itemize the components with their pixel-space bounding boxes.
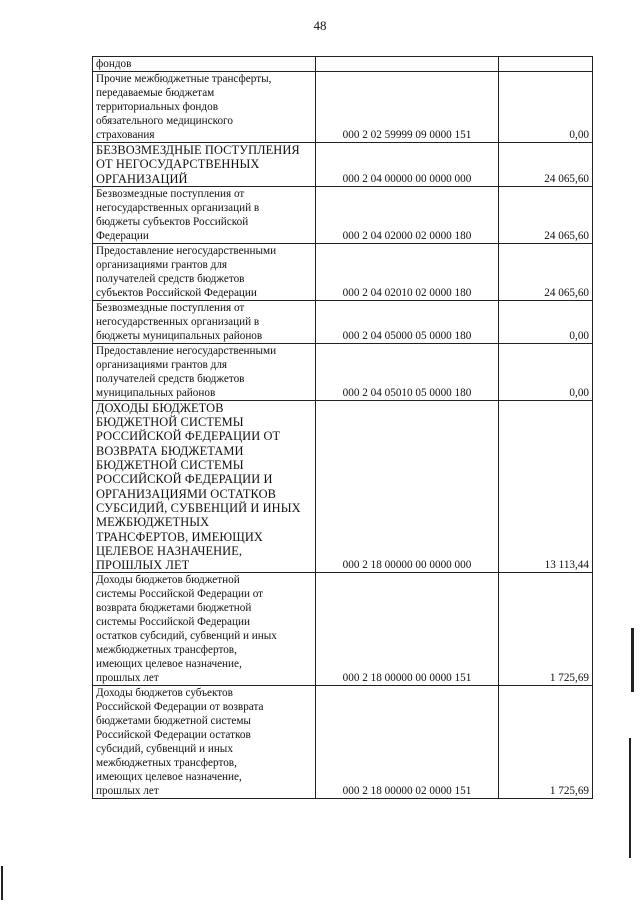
revenue-name-cell: фондов: [93, 57, 316, 72]
budget-code-cell: [316, 57, 499, 72]
budget-code-cell: 000 2 04 02010 02 0000 180: [316, 243, 499, 300]
revenue-name-cell: Доходы бюджетов бюджетной системы Российской Федерации от возврата бюджетами бюджетной системы Российской Федерации остатков субсидий, субвенций и иных межбюджетных трансфертов, имеющих целевое назначение, прошлых лет: [93, 573, 316, 686]
revenue-name-cell: БЕЗВОЗМЕЗДНЫЕ ПОСТУПЛЕНИЯ ОТ НЕГОСУДАРСТВЕННЫХ ОРГАНИЗАЦИЙ: [93, 143, 316, 187]
revenue-name-cell: Безвозмездные поступления от негосударственных организаций в бюджеты субъектов Российской Федерации: [93, 186, 316, 243]
table-row: [93, 343, 593, 400]
amount-cell: 24 065,60: [499, 243, 593, 300]
table-row: [93, 72, 593, 143]
amount-cell: 24 065,60: [499, 186, 593, 243]
table-row: [93, 573, 593, 686]
budget-code-cell: 000 2 18 00000 00 0000 000: [316, 400, 499, 573]
amount-cell: 0,00: [499, 343, 593, 400]
table-row: [93, 143, 593, 187]
revenue-table: [92, 56, 593, 799]
revenue-name-cell: Безвозмездные поступления от негосударственных организаций в бюджеты муниципальных районов: [93, 300, 316, 343]
budget-code-cell: 000 2 18 00000 00 0000 151: [316, 573, 499, 686]
scan-edge-mark: [1, 866, 3, 900]
amount-cell: [499, 57, 593, 72]
revenue-name-cell: Предоставление негосударственными организациями грантов для получателей средств бюджетов муниципальных районов: [93, 343, 316, 400]
amount-cell: 24 065,60: [499, 143, 593, 187]
scan-edge-mark: [629, 738, 631, 858]
budget-code-cell: 000 2 04 05010 05 0000 180: [316, 343, 499, 400]
table-row: [93, 400, 593, 573]
budget-code-cell: 000 2 04 05000 05 0000 180: [316, 300, 499, 343]
revenue-name-cell: ДОХОДЫ БЮДЖЕТОВ БЮДЖЕТНОЙ СИСТЕМЫ РОССИЙСКОЙ ФЕДЕРАЦИИ ОТ ВОЗВРАТА БЮДЖЕТАМИ БЮДЖЕТНОЙ СИСТЕМЫ РОССИЙСКОЙ ФЕДЕРАЦИИ И ОРГАНИЗАЦИЯМИ ОСТАТКОВ СУБСИДИЙ, СУБВЕНЦИЙ И ИНЫХ МЕЖБЮДЖЕТНЫХ ТРАНСФЕРТОВ, ИМЕЮЩИХ ЦЕЛЕВОЕ НАЗНАЧЕНИЕ, ПРОШЛЫХ ЛЕТ: [93, 400, 316, 573]
amount-cell: 13 113,44: [499, 400, 593, 573]
table-row: [93, 243, 593, 300]
budget-code-cell: 000 2 04 02000 02 0000 180: [316, 186, 499, 243]
page-number: 48: [313, 18, 327, 33]
amount-cell: 1 725,69: [499, 573, 593, 686]
amount-cell: 0,00: [499, 72, 593, 143]
budget-code-cell: 000 2 18 00000 02 0000 151: [316, 686, 499, 799]
budget-code-cell: 000 2 02 59999 09 0000 151: [316, 72, 499, 143]
revenue-name-cell: Прочие межбюджетные трансферты, передаваемые бюджетам территориальных фондов обязательного медицинского страхования: [93, 72, 316, 143]
revenue-name-cell: Доходы бюджетов субъектов Российской Федерации от возврата бюджетами бюджетной системы Российской Федерации остатков субсидий, субвенций и иных межбюджетных трансфертов, имеющих целевое назначение, прошлых лет: [93, 686, 316, 799]
table-row: [93, 186, 593, 243]
amount-cell: 1 725,69: [499, 686, 593, 799]
scan-edge-mark: [631, 628, 634, 692]
revenue-name-cell: Предоставление негосударственными организациями грантов для получателей средств бюджетов субъектов Российской Федерации: [93, 243, 316, 300]
table-row: [93, 686, 593, 799]
table-row: [93, 57, 593, 72]
table-row: [93, 300, 593, 343]
amount-cell: 0,00: [499, 300, 593, 343]
budget-code-cell: 000 2 04 00000 00 0000 000: [316, 143, 499, 187]
